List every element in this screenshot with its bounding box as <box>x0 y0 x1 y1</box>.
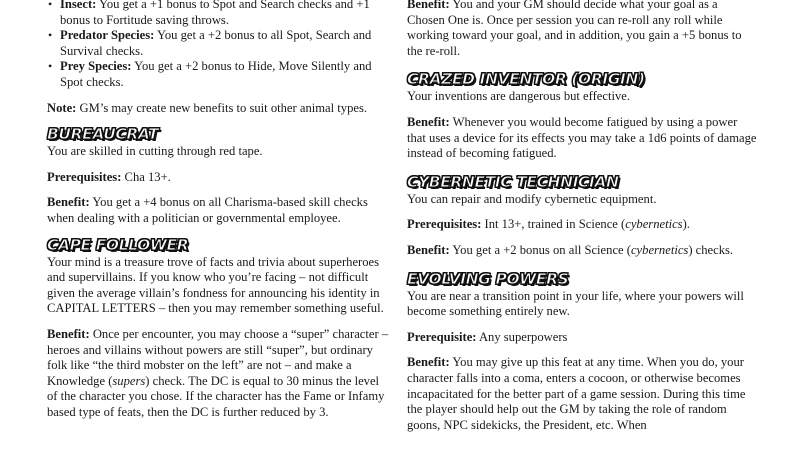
feat-title-cybernetic-technician: CYBERNETIC TECHNICIAN <box>407 172 619 191</box>
feat-description: Your mind is a treasure trove of facts and trivia about superheroes and supervillains. If you know who you’re facing – not difficult given the average villain’s fondness for announcing his identity in CAPITAL LETTERS – then you may remember something useful. <box>47 254 384 316</box>
feat-description: You are near a transition point in your life, where your powers will become something entirely new. <box>407 288 744 319</box>
list-item: • Insect: You get a +1 bonus to Spot and Search checks and +1 bonus to Fortitude saving throws. <box>47 0 392 28</box>
note-paragraph: Note: GM’s may create new benefits to suit other animal types. <box>47 100 368 115</box>
feat-title-evolving-powers: EVOLVING POWERS <box>407 269 569 288</box>
feat-title-bureaucrat: BUREAUCRAT <box>47 125 159 144</box>
feat-description: Your inventions are dangerous but effective. <box>407 89 631 104</box>
feat-prerequisites: Prerequisite: Any superpowers <box>407 329 568 344</box>
feat-description: You are skilled in cutting through red tape. <box>47 144 263 159</box>
feat-benefit: Benefit: You and your GM should decide what your goal as a Chosen One is. Once per session you can re-roll any roll while working toward your goal, and in addition, you gain a +5 bonus to the re-roll. <box>407 0 742 58</box>
feat-description: You can repair and modify cybernetic equipment. <box>407 191 657 206</box>
feat-title-crazed-inventor: CRAZED INVENTOR (ORIGIN) <box>407 70 645 89</box>
animal-type-list <box>47 0 392 91</box>
feat-prerequisites: Prerequisites: Int 13+, trained in Science (cybernetics). <box>407 217 690 232</box>
feat-benefit: Benefit: Once per encounter, you may choose a “super” character – heroes and villains without powers are still “super”, but ordinary folk like “the third mobster on the left” are not – and make a Knowledge (supers) check. The DC is equal to 30 minus the level of the character you chose. If the character has the Fame or Infamy based type of feats, then the DC is further reduced by 3. <box>47 326 389 419</box>
left-column <box>47 0 392 420</box>
feat-benefit: Benefit: You get a +2 bonus on all Science (cybernetics) checks. <box>407 242 734 257</box>
list-item: • Predator Species: You get a +2 bonus to all Spot, Search and Survival checks. <box>47 28 392 59</box>
feat-benefit: Benefit: You get a +4 bonus on all Charisma-based skill checks when dealing with a politician or governmental employee. <box>47 195 368 225</box>
feat-prerequisites: Prerequisites: Cha 13+. <box>47 169 171 184</box>
feat-benefit: Benefit: You may give up this feat at any time. When you do, your character falls into a coma, enters a cocoon, or otherwise becomes incapacitated for the better part of a game session. During this time the player should help out the GM by taking the role of random goons, NPC sidekicks, the President, etc. When <box>407 355 746 432</box>
feat-benefit: Benefit: Whenever you would become fatigued by using a power that uses a device for its effects you may take a 1d6 points of damage instead of becoming fatigued. <box>407 114 757 161</box>
list-item: • Prey Species: You get a +2 bonus to Hide, Move Silently and Spot checks. <box>47 59 392 90</box>
feat-title-cape-follower: CAPE FOLLOWER <box>47 235 189 254</box>
right-column <box>407 0 757 433</box>
